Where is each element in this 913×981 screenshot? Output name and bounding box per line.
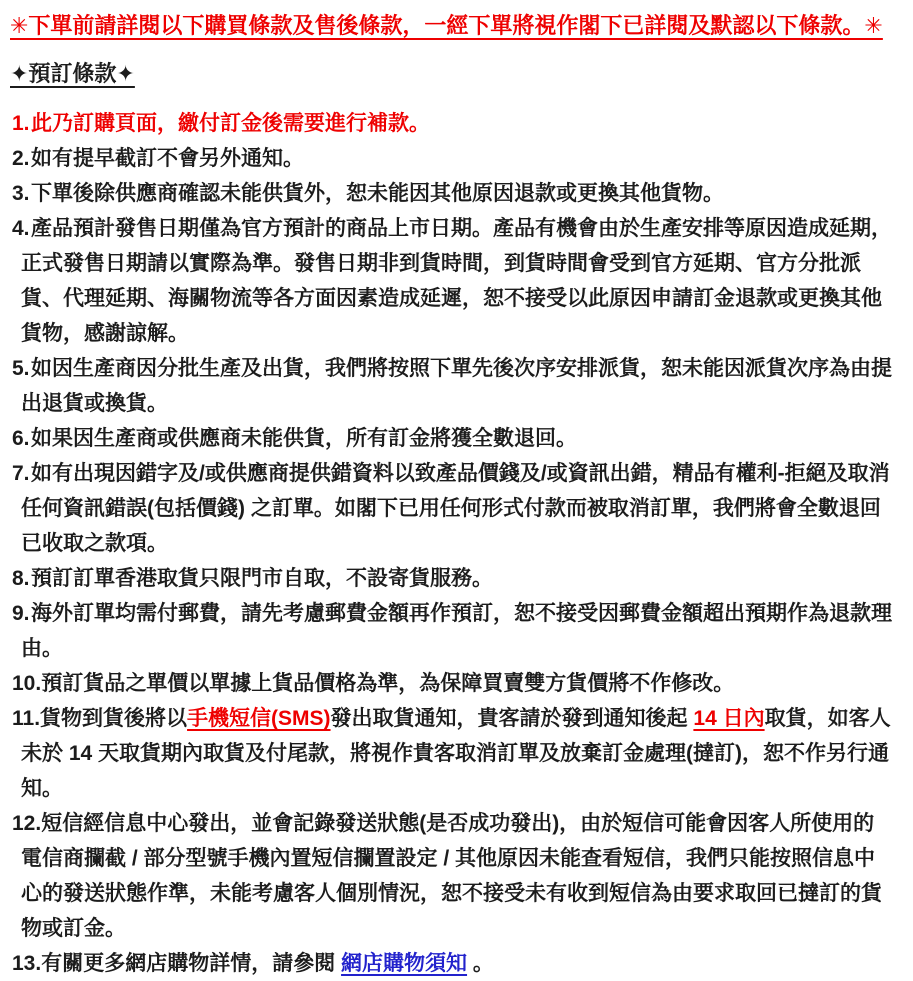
- term-number: 6.: [12, 427, 30, 450]
- term-text: 產品預計發售日期僅為官方預計的商品上市日期。產品有機會由於生產安排等原因造成延期，正式發售日期請以實際為準。發售日期非到貨時間，到貨時間會受到官方延期、官方分批派貨、代理延期、海關物流等各方面因素造成延遲，恕不接受以此原因申請訂金退款或更換其他貨物，感謝諒解。: [21, 217, 892, 345]
- term-item: [0, 596, 893, 666]
- term-item: [0, 701, 893, 806]
- term-item: [0, 946, 893, 981]
- term-item: [0, 351, 893, 421]
- section-heading: ✦預訂條款✦: [10, 61, 135, 86]
- term-text: 手機短信(SMS): [187, 707, 331, 730]
- term-item: [0, 106, 893, 141]
- term-text: 預訂貨品之單價以單據上貨品價格為準，為保障買賣雙方貨價將不作修改。: [41, 672, 735, 695]
- term-number: 12.: [12, 812, 42, 835]
- term-text: 。: [467, 952, 494, 975]
- term-text: 如果因生產商或供應商未能供貨，所有訂金將獲全數退回。: [31, 427, 577, 450]
- term-number: 7.: [12, 462, 30, 485]
- term-item: [0, 211, 893, 351]
- term-number: 8.: [12, 567, 30, 590]
- notice-banner: ✳下單前請詳閱以下購買條款及售後條款，一經下單將視作閣下已詳閱及默認以下條款。✳: [10, 13, 883, 38]
- term-text: 此乃訂購頁面，繳付訂金後需要進行補款。: [31, 112, 430, 135]
- term-item: [0, 806, 893, 946]
- term-item: [0, 176, 893, 211]
- term-number: 3.: [12, 182, 30, 205]
- term-number: 11.: [12, 707, 41, 730]
- terms-list: [0, 106, 893, 981]
- term-number: 13.: [12, 952, 42, 975]
- shop-guide-link[interactable]: 網店購物須知: [341, 952, 468, 975]
- term-item: [0, 666, 893, 701]
- term-item: [0, 421, 893, 456]
- term-text: 發出取貨通知，貴客請於發到通知後起: [330, 707, 694, 730]
- term-text: 預訂訂單香港取貨只限門市自取，不設寄貨服務。: [31, 567, 493, 590]
- term-text: 如因生產商因分批生產及出貨，我們將按照下單先後次序安排派貨，恕未能因派貨次序為由提出退貨或換貨。: [21, 357, 892, 415]
- term-text: 貨物到貨後將以: [40, 707, 188, 730]
- term-number: 2.: [12, 147, 30, 170]
- term-text: 如有提早截訂不會另外通知。: [31, 147, 304, 170]
- term-number: 9.: [12, 602, 30, 625]
- term-text: 取貨，如客人未於 14 天取貨期內取貨及付尾款，將視作貴客取消訂單及放棄訂金處理(撻訂)，恕不作另行通知。: [21, 707, 891, 800]
- term-text: 如有出現因錯字及/或供應商提供錯資料以致產品價錢及/或資訊出錯，精品有權利-拒絕及取消任何資訊錯誤(包括價錢) 之訂單。如閣下已用任何形式付款而被取消訂單，我們將會全數退回已收取之款項。: [21, 462, 890, 555]
- term-text: 海外訂單均需付郵費，請先考慮郵費金額再作預訂，恕不接受因郵費金額超出預期作為退款理由。: [21, 602, 892, 660]
- term-text: 下單後除供應商確認未能供貨外，恕未能因其他原因退款或更換其他貨物。: [31, 182, 724, 205]
- term-text: 有關更多網店購物詳情，請參閱: [41, 952, 342, 975]
- term-text: 14 日內: [693, 707, 765, 730]
- term-text: 短信經信息中心發出，並會記錄發送狀態(是否成功發出)，由於短信可能會因客人所使用的電信商攔截 / 部分型號手機內置短信攔置設定 / 其他原因未能查看短信，我們只能按照信息中心的發送狀態作準，未能考慮客人個別情況，恕不接受未有收到短信為由要求取回已撻訂的貨物或訂金。: [21, 812, 882, 940]
- term-number: 5.: [12, 357, 30, 380]
- term-number: 1.: [12, 112, 30, 135]
- term-item: [0, 141, 893, 176]
- term-item: [0, 561, 893, 596]
- term-item: [0, 456, 893, 561]
- term-number: 4.: [12, 217, 30, 240]
- term-number: 10.: [12, 672, 42, 695]
